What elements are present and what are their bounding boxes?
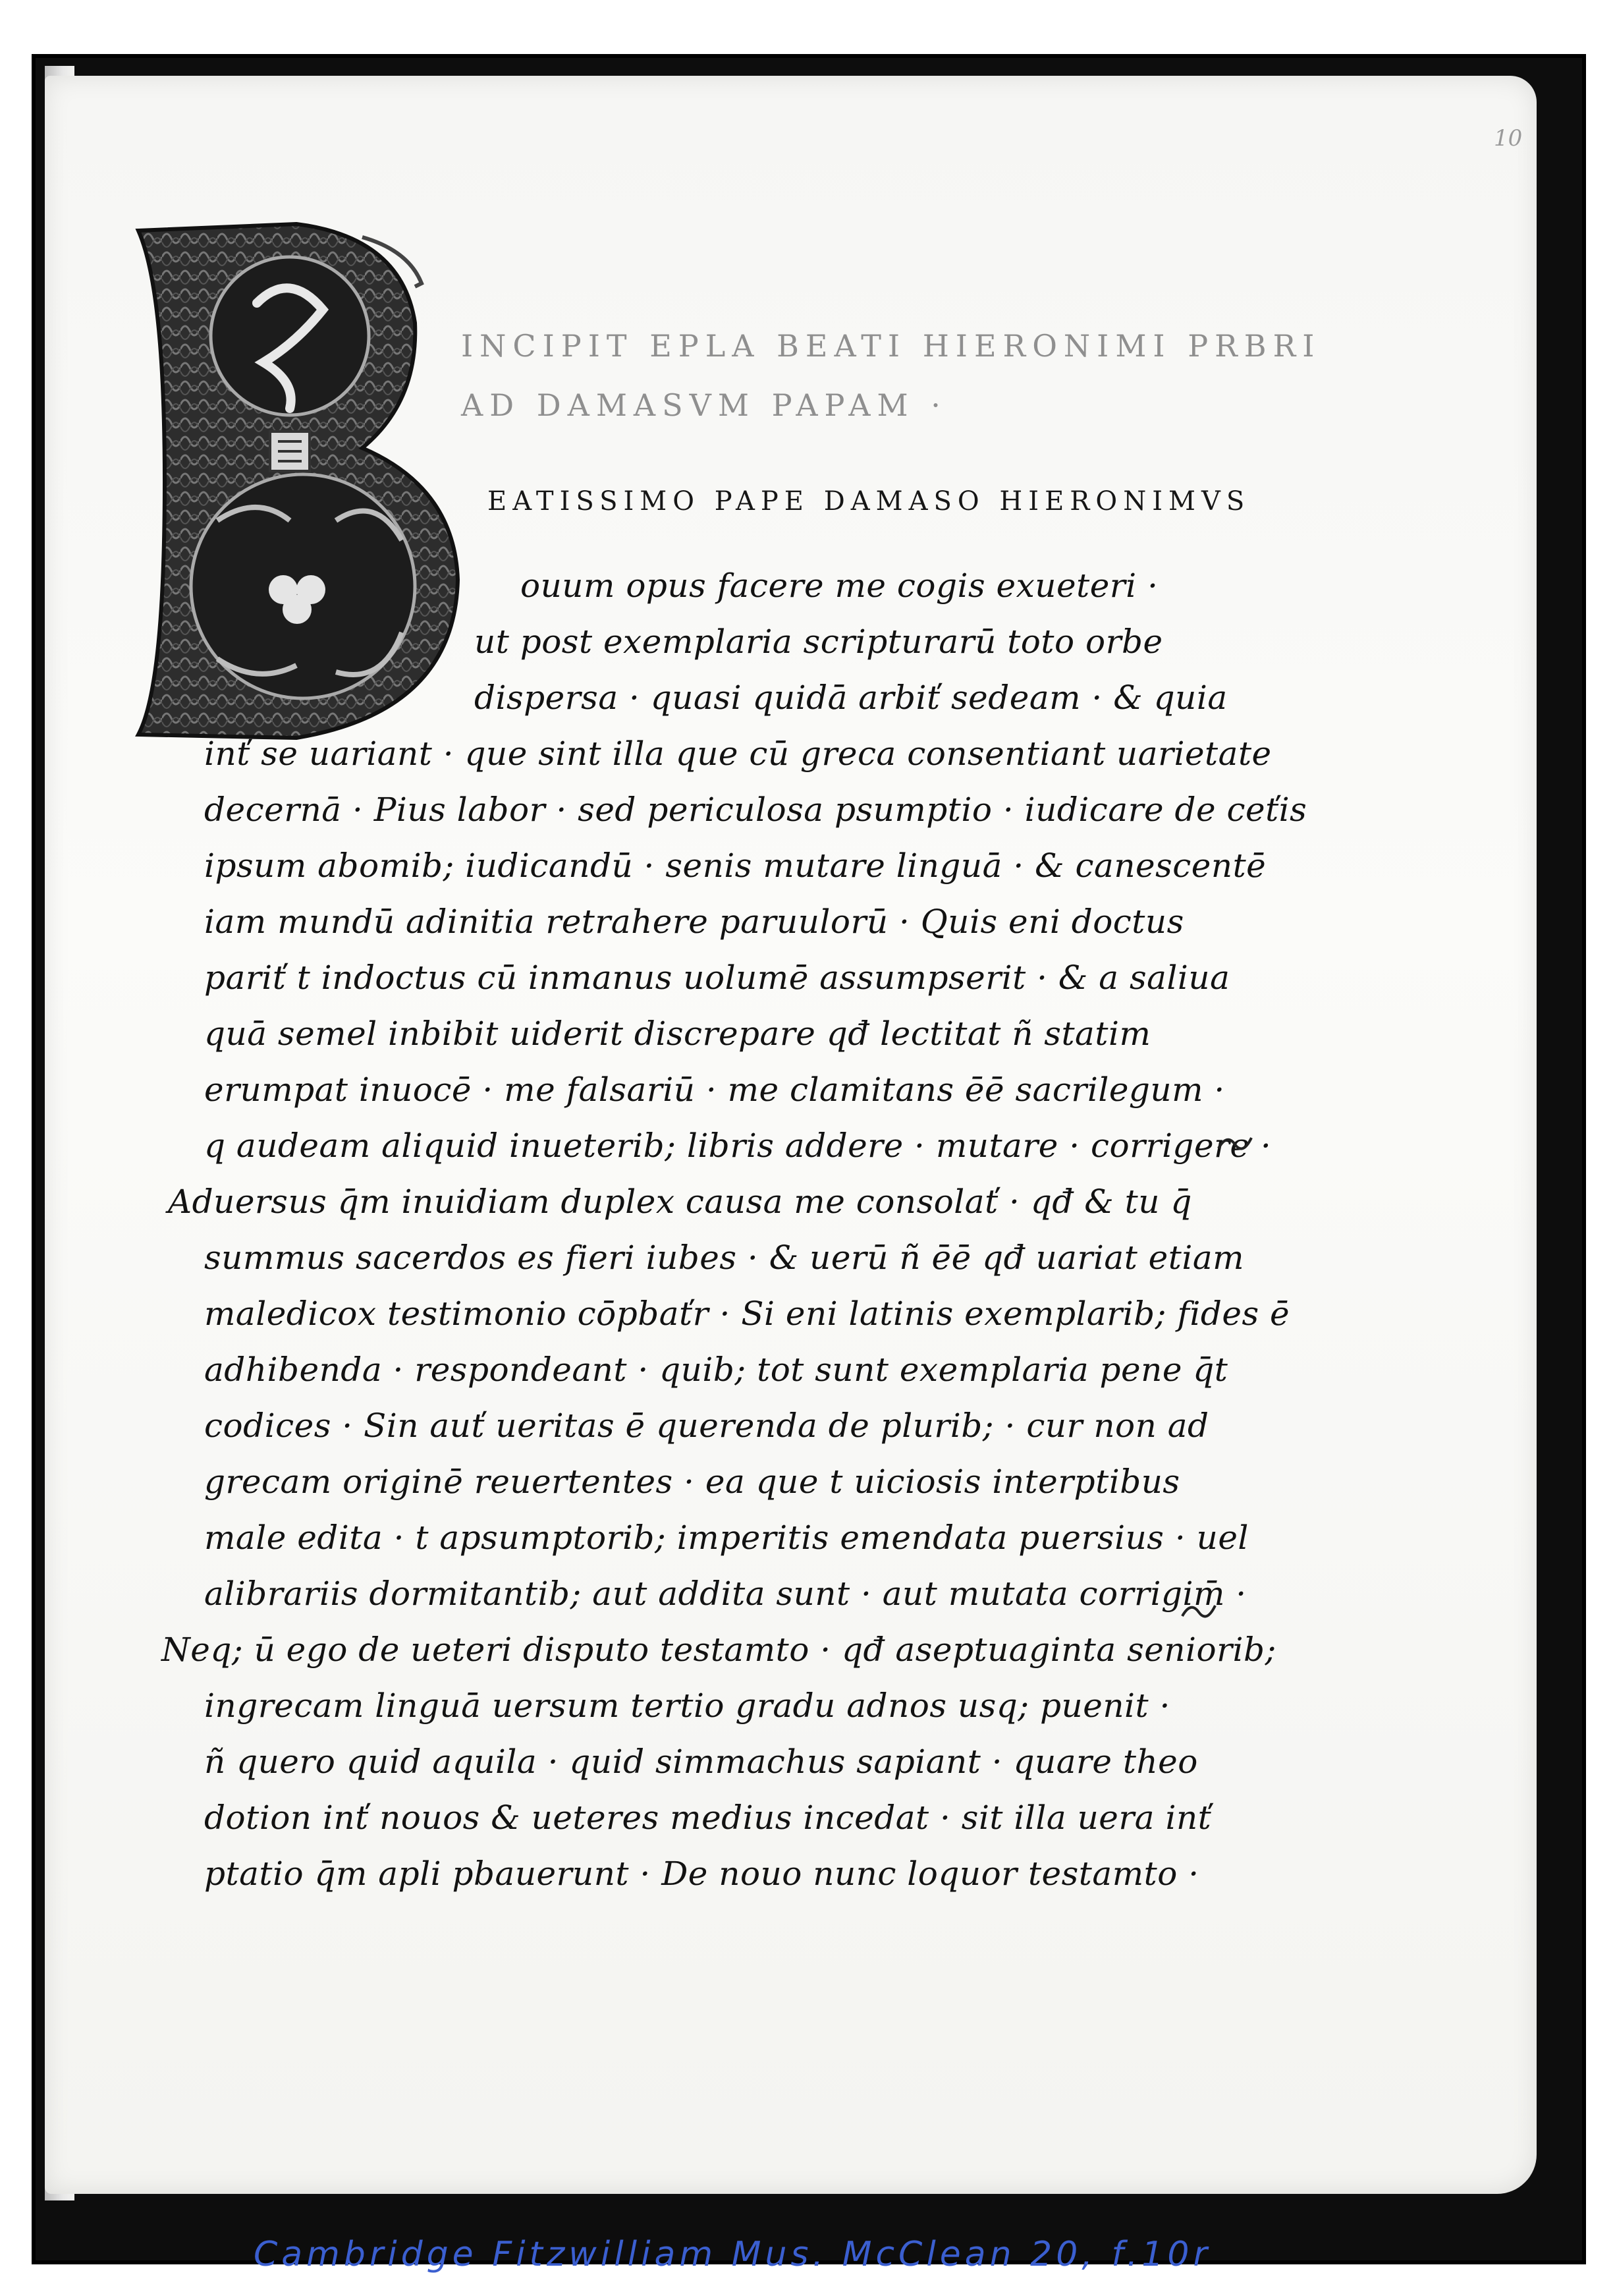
marginal-tilde-icon (1179, 1598, 1218, 1624)
text-line: codices · Sin auť ueritas ē querenda de plurib; · cur non ad (204, 1407, 1209, 1445)
text-line: inť se uariant · que sint illa que cū greca consentiant uarietate (204, 735, 1272, 773)
text-line: ouum opus facere me cogis exueteri · (520, 567, 1159, 605)
text-line: pariť t indoctus cū inmanus uolumē assumpserit · & a saliua (204, 959, 1230, 997)
text-line: maledicox testimonio cōpbaťr · Si eni latinis exemplarib; fides ē (204, 1295, 1290, 1333)
text-line: alibrariis dormitantib; aut addita sunt · aut mutata corrigim̄ · (204, 1575, 1247, 1613)
text-line: summus sacerdos es fieri iubes · & uerū ñ ēē qđ uariat etiam (204, 1239, 1245, 1277)
text-line: Aduersus q̄m inuidiam duplex causa me consolať · qđ & tu q̄ (168, 1183, 1192, 1221)
opening-line: EATISSIMO PAPE DAMASO HIERONIMVS (487, 486, 1251, 517)
rubric-heading (461, 316, 1321, 435)
text-line: Neq; ū ego de ueteri disputo testamto · qđ aseptuaginta seniorib; (161, 1631, 1276, 1669)
marginal-tilde-icon (1215, 1130, 1255, 1156)
text-line: male edita · t apsumptorib; imperitis emendata puersius · uel (204, 1519, 1249, 1557)
text-line: ingrecam linguā uersum tertio gradu adnos usq; puenit · (204, 1687, 1170, 1725)
text-line: ptatio q̄m apli pbauerunt · De nouo nunc loquor testamto · (204, 1855, 1199, 1893)
text-line: grecam originē reuertentes · ea que t uiciosis interptibus (204, 1463, 1180, 1501)
archive-caption: Cambridge Fitzwilliam Mus. McClean 20, f.10r (254, 2235, 1211, 2274)
text-line: dispersa · quasi quidā arbiť sedeam · & quia (474, 679, 1228, 717)
text-line: ñ quero quid aquila · quid simmachus sapiant · quare theo (204, 1743, 1198, 1781)
text-line: adhibenda · respondeant · quib; tot sunt exemplaria pene q̄t (204, 1351, 1228, 1389)
rubric-line: INCIPIT EPLA BEATI HIERONIMI PRBRI (461, 328, 1321, 364)
decorated-initial-b-icon (125, 211, 468, 758)
text-line: decernā · Pius labor · sed periculosa psumptio · iudicare de ceťis (204, 791, 1307, 829)
text-line: q audeam aliquid inueterib; libris addere · mutare · corrigere · (204, 1127, 1272, 1165)
folio-number: 10 (1494, 125, 1523, 152)
rubric-line: AD DAMASVM PAPAM · (461, 387, 947, 423)
text-line: ut post exemplaria scripturarū toto orbe (474, 623, 1163, 661)
text-line: quā semel inbibit uiderit discrepare qđ lectitat ñ statim (204, 1015, 1151, 1053)
text-line: dotion inť nouos & ueteres medius incedat · sit illa uera inť (204, 1799, 1212, 1837)
text-line: iam mundū adinitia retrahere paruulorū · Quis eni doctus (204, 903, 1184, 941)
text-line: ipsum abomib; iudicandū · senis mutare linguā · & canescentē (204, 847, 1267, 885)
text-line: erumpat inuocē · me falsariū · me clamitans ēē sacrilegum · (204, 1071, 1225, 1109)
